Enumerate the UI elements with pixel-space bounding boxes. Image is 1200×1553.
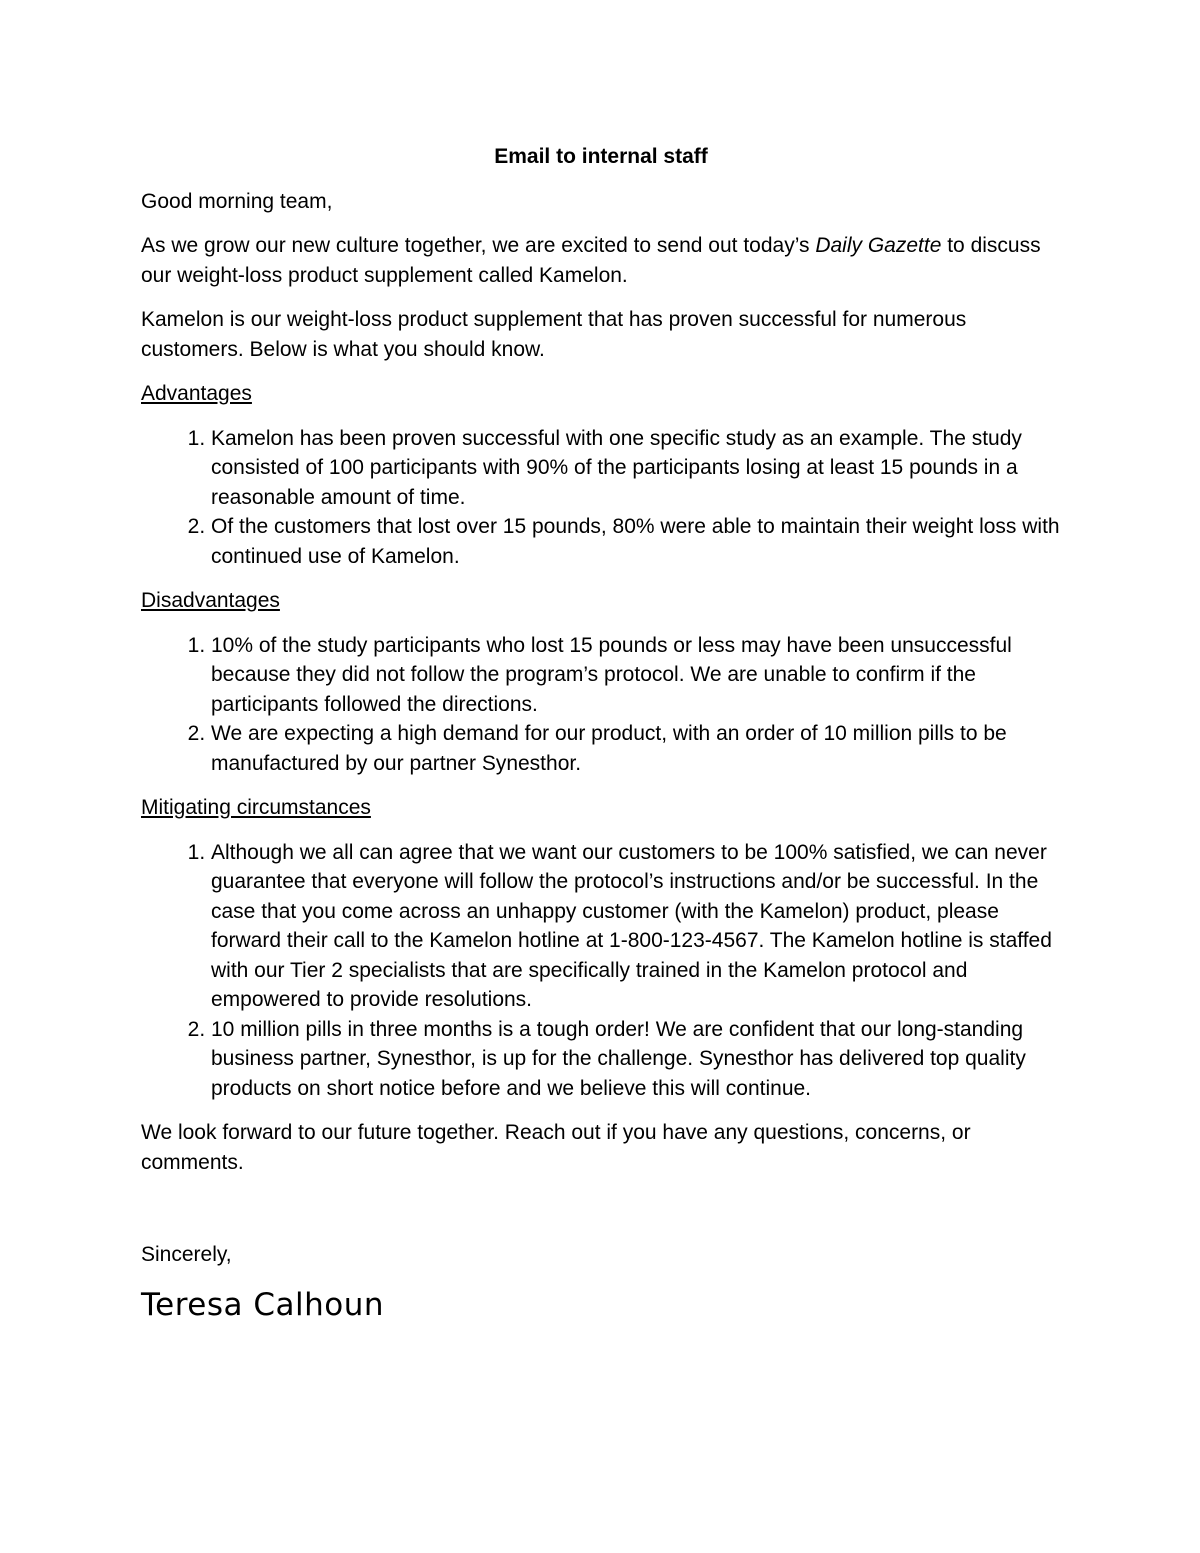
list-item: 2. Of the customers that lost over 15 pounds, 80% were able to maintain their weight loss with continued use of Kamelon. bbox=[211, 512, 1061, 571]
intro-paragraph bbox=[141, 231, 1061, 290]
mitigating-list bbox=[141, 838, 1061, 1104]
document-title: Email to internal staff bbox=[494, 145, 708, 168]
advantages-list bbox=[141, 424, 1061, 572]
list-item: 2. We are expecting a high demand for our product, with an order of 10 million pills to be manufactured by our partner Synesthor. bbox=[211, 719, 1061, 778]
intro-text-start: As we grow our new culture together, we are excited to send out today’s bbox=[141, 234, 816, 257]
signoff: Sincerely, bbox=[141, 1243, 232, 1266]
disadvantages-heading: Disadvantages bbox=[141, 589, 280, 612]
intro-text-end: to discuss our weight-loss product supplement called Kamelon. bbox=[141, 234, 1041, 287]
publication-name: Daily Gazette bbox=[815, 234, 942, 257]
mitigating-heading: Mitigating circumstances bbox=[141, 796, 371, 819]
closing-paragraph: We look forward to our future together. Reach out if you have any questions, concerns, or comments. bbox=[141, 1121, 971, 1174]
greeting: Good morning team, bbox=[141, 189, 333, 213]
document-page bbox=[141, 142, 1061, 1325]
list-item: 2. 10 million pills in three months is a tough order! We are confident that our long-standing business partner, Synesthor, is up for the challenge. Synesthor has delivered top quality products on short notice before and we believe this will continue. bbox=[211, 1015, 1061, 1104]
list-item: 1. Although we all can agree that we want our customers to be 100% satisfied, we can never guarantee that everyone will follow the protocol’s instructions and/or be successful. In the case that you come across an unhappy customer (with the Kamelon) product, please forward their call to the Kamelon hotline at 1-800-123-4567. The Kamelon hotline is staffed with our Tier 2 specialists that are specifically trained in the Kamelon protocol and empowered to provide resolutions. bbox=[211, 838, 1061, 1015]
disadvantages-list bbox=[141, 631, 1061, 779]
signature: Teresa Calhoun bbox=[141, 1286, 385, 1323]
list-item: 1. Kamelon has been proven successful with one specific study as an example. The study consisted of 100 participants with 90% of the participants losing at least 15 pounds in a reasonable amount of time. bbox=[211, 424, 1061, 513]
list-item: 1. 10% of the study participants who lost 15 pounds or less may have been unsuccessful because they did not follow the program’s protocol. We are unable to confirm if the participants followed the directions. bbox=[211, 631, 1061, 720]
advantages-heading: Advantages bbox=[141, 382, 252, 405]
overview-paragraph: Kamelon is our weight-loss product supplement that has proven successful for numerous customers. Below is what you should know. bbox=[141, 308, 967, 361]
spacer bbox=[141, 1192, 1061, 1240]
